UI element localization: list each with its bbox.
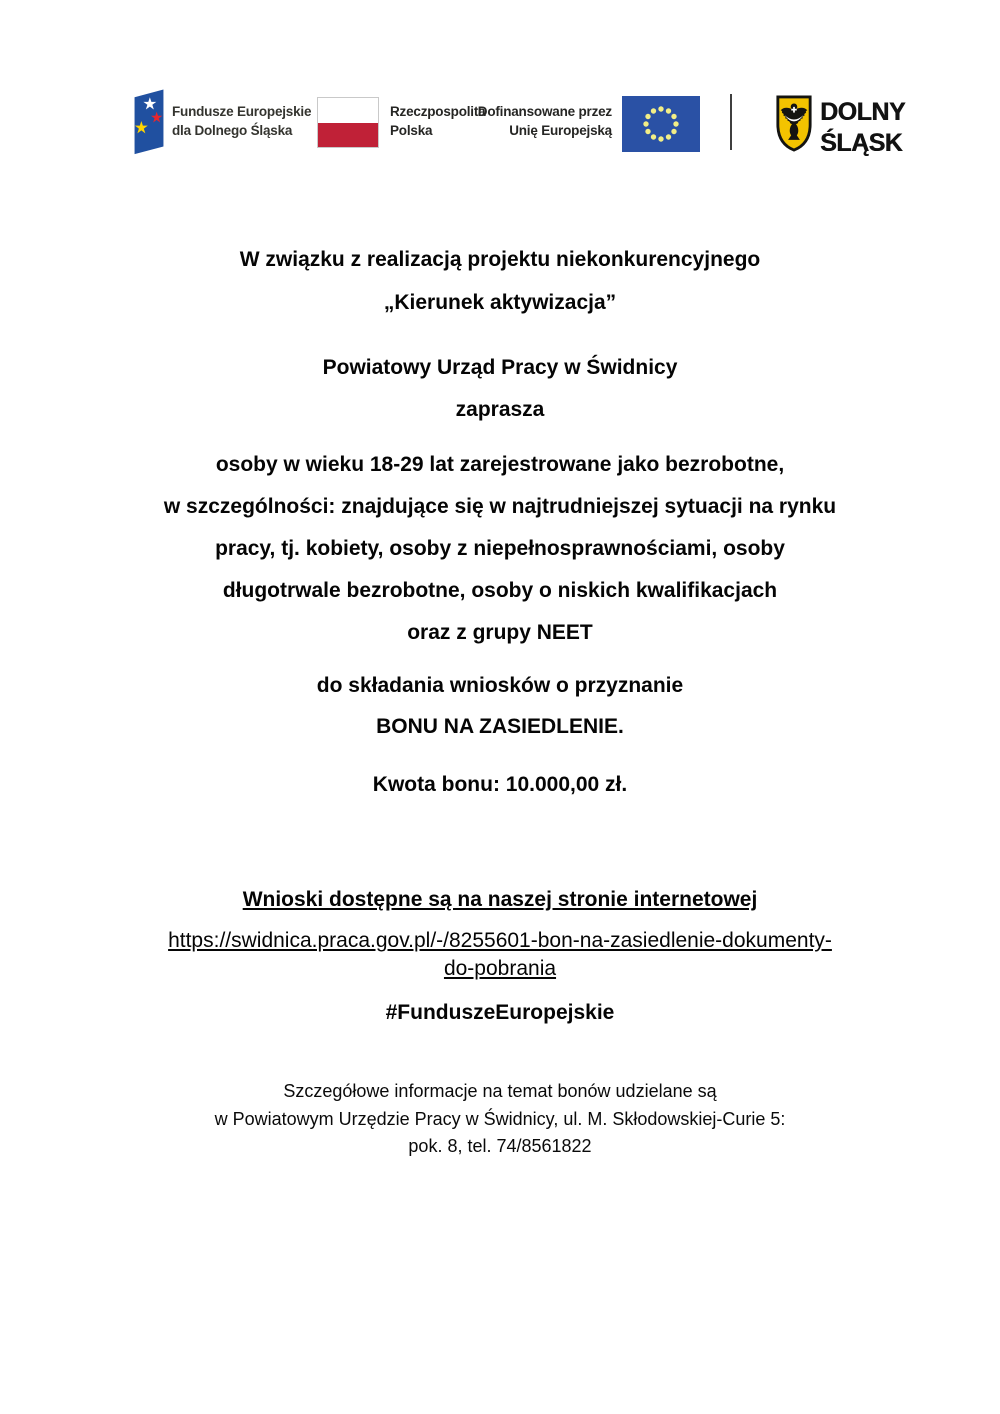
call-line2: BONU NA ZASIEDLENIE. (376, 715, 624, 738)
fe-label-line2: dla Dolnego Śląska (172, 123, 293, 138)
fundusze-europejskie-flag-icon (132, 83, 166, 159)
invites-word: zaprasza (455, 398, 545, 421)
dolny-slask-label (820, 97, 905, 159)
application-link[interactable] (0, 927, 1000, 983)
footer-line: Szczegółowe informacje na temat bonów udzielane są (283, 1081, 717, 1101)
audience-line: długotrwale bezrobotne, osoby o niskich kwalifikacjach (222, 579, 778, 602)
website-heading: Wnioski dostępne są na naszej stronie internetowej (242, 888, 758, 911)
eu-flag-icon (622, 96, 700, 152)
dolny-slask-line2: ŚLĄSK (820, 129, 903, 157)
link-line2: do-pobrania (443, 957, 557, 980)
dolny-slask-line1: DOLNY (820, 98, 905, 126)
audience-line: pracy, tj. kobiety, osoby z niepełnosprawnościami, osoby (215, 537, 785, 560)
fe-label-line1: Fundusze Europejskie (172, 104, 312, 119)
eu-label-line1: Dofinansowane przez (477, 104, 612, 119)
eu-label-line2: Unię Europejską (509, 123, 612, 138)
intro-line2: „Kierunek aktywizacja” (383, 291, 617, 314)
eu-funding-label (462, 102, 612, 140)
footer-info (0, 1078, 1000, 1161)
audience-line: oraz z grupy NEET (407, 621, 593, 644)
footer-line: pok. 8, tel. 74/8561822 (408, 1136, 592, 1156)
audience-line: w szczególności: znajdujące się w najtrudniejszej sytuacji na rynku (163, 495, 837, 518)
office-paragraph (0, 347, 1000, 431)
call-to-action-paragraph (0, 665, 1000, 747)
audience-paragraph (0, 444, 1000, 654)
call-line1: do składania wniosków o przyznanie (316, 674, 684, 697)
logos-divider (730, 94, 732, 150)
poland-flag-icon (317, 97, 379, 148)
intro-paragraph (0, 238, 1000, 324)
poland-flag-red-stripe (318, 123, 378, 148)
audience-line: osoby w wieku 18-29 lat zarejestrowane jako bezrobotne, (215, 453, 785, 476)
hashtag: #FunduszeEuropejskie (385, 1001, 615, 1024)
intro-line1: W związku z realizacją projektu niekonkurencyjnego (239, 248, 761, 271)
office-name: Powiatowy Urząd Pracy w Świdnicy (322, 356, 678, 379)
footer-line: w Powiatowym Urzędzie Pracy w Świdnicy, ul. M. Skłodowskiej-Curie 5: (214, 1108, 786, 1129)
dolny-slask-shield-icon (775, 94, 813, 153)
fundusze-europejskie-label (172, 102, 311, 140)
link-paragraph (0, 927, 1000, 983)
link-line1: https://swidnica.praca.gov.pl/-/8255601-bon-na-zasiedlenie-dokumenty- (168, 929, 832, 952)
poland-label-line2: Polska (390, 123, 433, 138)
bonus-amount: Kwota bonu: 10.000,00 zł. (372, 773, 628, 796)
poland-label-line1: Rzeczpospolita (390, 104, 486, 119)
